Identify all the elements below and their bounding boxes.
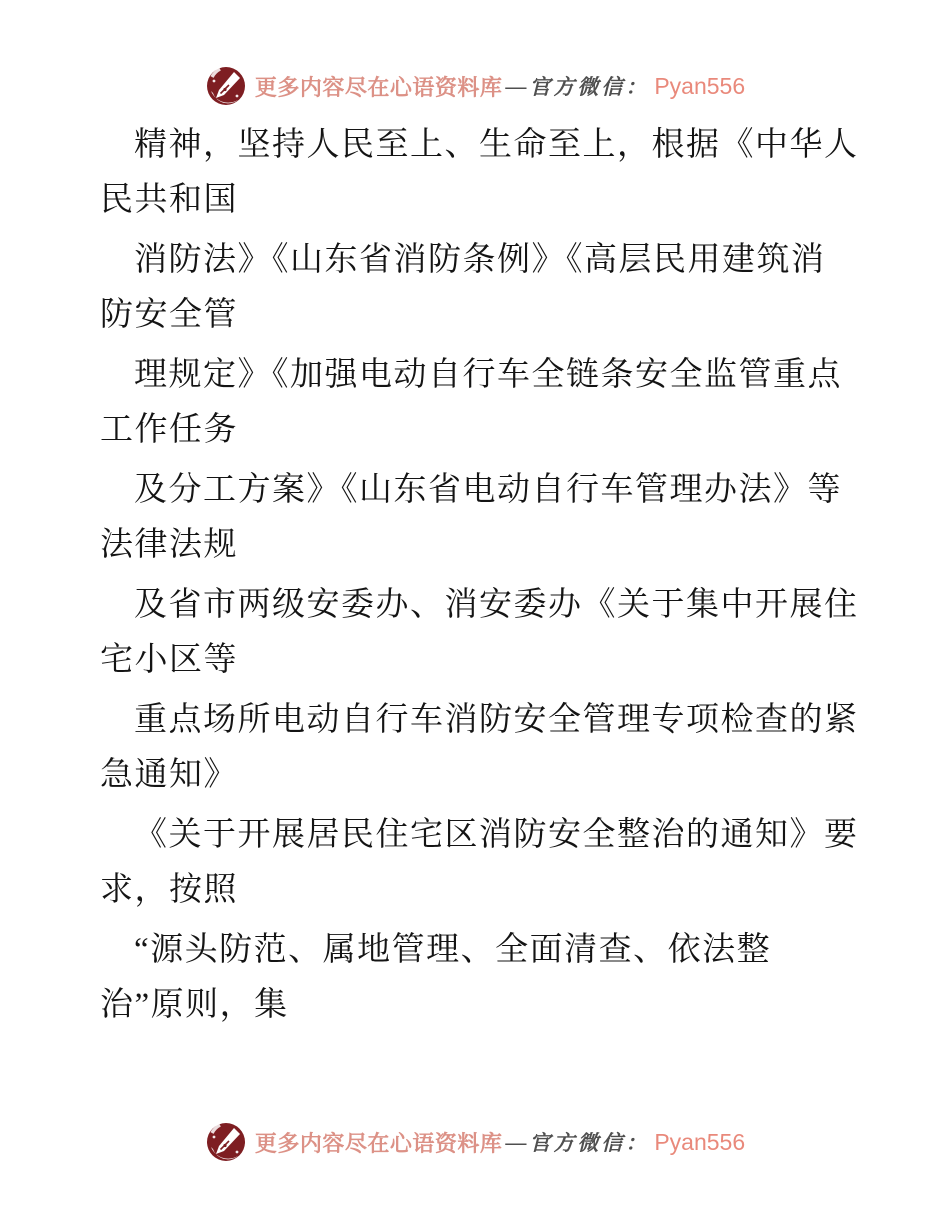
paragraph-line-1: 及省市两级安委办、消安委办《关于集中开展住 — [134, 587, 859, 623]
separator-dash: — — [505, 1129, 527, 1154]
header-watermark — [0, 62, 950, 110]
paragraph-line-1: 精神，坚持人民至上、生命至上，根据《中华人 — [134, 127, 859, 163]
brand-text: 更多内容尽在心语资料库 — [254, 1130, 503, 1156]
paragraph — [100, 463, 860, 573]
paragraph — [100, 578, 860, 688]
document-body — [100, 118, 860, 1038]
brand-pen-seal-logo-icon — [205, 65, 247, 107]
wechat-id: Pyan556 — [654, 1128, 746, 1155]
paragraph — [100, 233, 860, 343]
paragraph-line-2: 治”原则，集 — [100, 987, 289, 1023]
paragraph-line-2: 急通知》 — [100, 757, 238, 793]
paragraph-line-2: 宅小区等 — [100, 642, 238, 678]
brand-pen-seal-logo-icon — [205, 1121, 247, 1163]
paragraph-line-2: 法律法规 — [100, 527, 238, 563]
wechat-label: 官方微信： — [529, 1131, 650, 1155]
paragraph — [100, 118, 860, 228]
footer-watermark — [0, 1118, 950, 1166]
paragraph-line-1: 理规定》《加强电动自行车全链条安全监管重点 — [134, 357, 842, 393]
paragraph-line-1: 重点场所电动自行车消防安全管理专项检查的紧 — [134, 702, 859, 738]
paragraph-line-1: “源头防范、属地管理、全面清查、依法整 — [134, 932, 772, 968]
paragraph-line-1: 及分工方案》《山东省电动自行车管理办法》等 — [134, 472, 842, 508]
paragraph-line-2: 防安全管 — [100, 297, 238, 333]
paragraph — [100, 808, 860, 918]
paragraph-line-1: 消防法》《山东省消防条例》《高层民用建筑消 — [134, 242, 826, 278]
paragraph-line-2: 求，按照 — [100, 872, 238, 908]
wechat-id: Pyan556 — [654, 72, 746, 99]
paragraph — [100, 348, 860, 458]
paragraph-line-2: 工作任务 — [100, 412, 238, 448]
paragraph-line-1: 《关于开展居民住宅区消防安全整治的通知》要 — [134, 817, 859, 853]
wechat-label: 官方微信： — [529, 75, 650, 99]
paragraph — [100, 693, 860, 803]
separator-dash: — — [505, 73, 527, 98]
paragraph-line-2: 民共和国 — [100, 182, 238, 218]
paragraph — [100, 923, 860, 1033]
brand-text: 更多内容尽在心语资料库 — [254, 74, 503, 100]
